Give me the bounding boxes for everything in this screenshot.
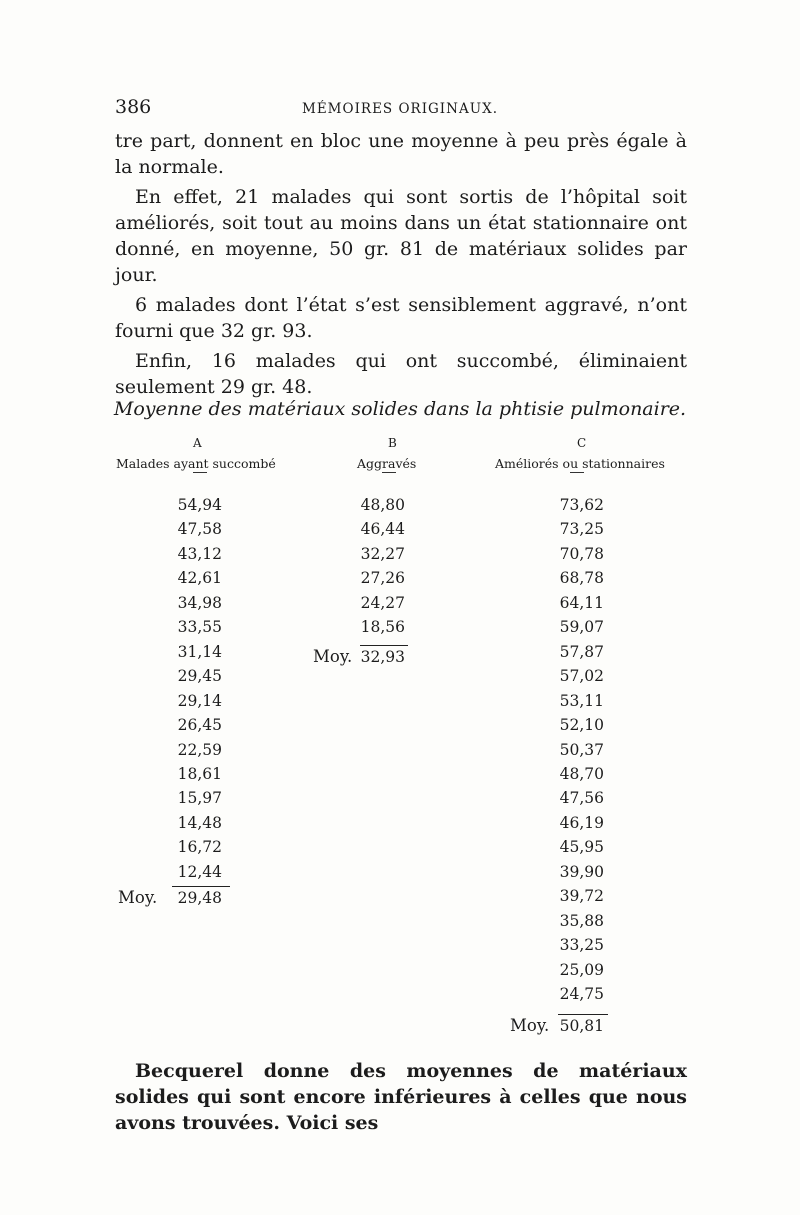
column-c-sum-rule [558,1014,608,1015]
column-b-sum-rule [360,645,408,646]
table-cell: 29,45 [177,667,222,686]
table-cell: 50,37 [559,740,604,759]
table-cell: 73,25 [559,520,604,539]
table-cell: 32,27 [360,544,405,563]
column-b-dash [382,472,396,473]
column-a-sum-rule [172,886,230,887]
table-cell: 35,88 [559,911,604,930]
column-c-heading: Améliorés ou stationnaires [495,456,665,471]
table-cell: 24,27 [360,593,405,612]
table-cell: 70,78 [559,544,604,563]
column-b-letter: B [388,436,397,450]
paragraph: Enfin, 16 malades qui ont succombé, éliminaient seulement 29 gr. 48. [115,350,687,398]
table-cell: 12,44 [177,862,222,881]
table-cell: 46,19 [559,813,604,832]
column-b-heading: Aggravés [357,456,417,471]
paragraph: En effet, 21 malades qui sont sortis de l’hôpital soit améliorés, soit tout au moins dans un état stationnaire ont donné, en moyenne, 50 gr. 81 de matériaux solides par jour. [115,186,687,286]
table-cell: 46,44 [360,520,405,539]
column-b-moy-value: 32,93 [360,648,405,666]
table-cell: 24,75 [559,985,604,1003]
table-cell: 15,97 [177,789,222,808]
column-a-moy-label: Moy. [118,888,158,907]
column-a-moy-value: 29,48 [177,889,222,907]
table-cell: 29,14 [177,691,222,710]
column-a-letter: A [193,436,202,450]
table-cell: 16,72 [177,838,222,857]
table-cell: 27,26 [360,569,405,588]
table-cell: 18,56 [360,618,405,637]
table-cell: 42,61 [177,569,222,588]
table-cell: 48,70 [559,764,604,783]
column-a-dash [193,472,207,473]
table-cell: 14,48 [177,813,222,832]
column-c-moy-label: Moy. [510,1016,550,1035]
running-head: MÉMOIRES ORIGINAUX. [302,101,498,117]
body-text [115,128,687,400]
table-cell: 39,72 [559,887,604,906]
column-a-heading: Malades ayant succombé [116,456,276,471]
table-cell: 57,02 [559,667,604,686]
table-cell: 54,94 [177,496,222,514]
paragraph: Becquerel donne des moyennes de matériaux solides qui sont encore inférieures à celles que nous avons trouvées. Voici ses [115,1060,687,1134]
table-cell: 52,10 [559,716,604,735]
column-c-letter: C [577,436,587,450]
table-cell: 43,12 [177,544,222,563]
table-caption: Moyenne des matériaux solides dans la phtisie pulmonaire. [113,398,687,420]
table-cell: 18,61 [177,764,222,783]
table-cell: 34,98 [177,593,222,612]
table-cell: 33,25 [559,936,604,955]
table-cell: 31,14 [177,642,222,661]
page-number: 386 [115,96,152,118]
table-cell: 45,95 [559,838,604,857]
table-cell: 73,62 [559,496,604,514]
table-cell: 22,59 [177,740,222,759]
table-cell: 48,80 [360,496,405,514]
table-cell: 25,09 [559,960,604,979]
table-cell: 64,11 [559,593,604,612]
table-cell: 26,45 [177,716,222,735]
table-cell: 39,90 [559,862,604,881]
table-cell: 47,58 [177,520,222,539]
closing-paragraph [115,1058,687,1136]
table-cell: 59,07 [559,618,604,637]
column-c-dash [570,472,584,473]
paragraph: 6 malades dont l’état s’est sensiblement aggravé, n’ont fourni que 32 gr. 93. [115,294,687,342]
column-b-moy-label: Moy. [313,647,353,666]
table-cell: 33,55 [177,618,222,637]
table-cell: 47,56 [559,789,604,808]
table-cell: 68,78 [559,569,604,588]
paragraph: tre part, donnent en bloc une moyenne à peu près égale à la normale. [115,130,687,178]
table-cell: 57,87 [559,642,604,661]
table-cell: 53,11 [559,691,604,710]
column-c-moy-value: 50,81 [559,1017,604,1035]
